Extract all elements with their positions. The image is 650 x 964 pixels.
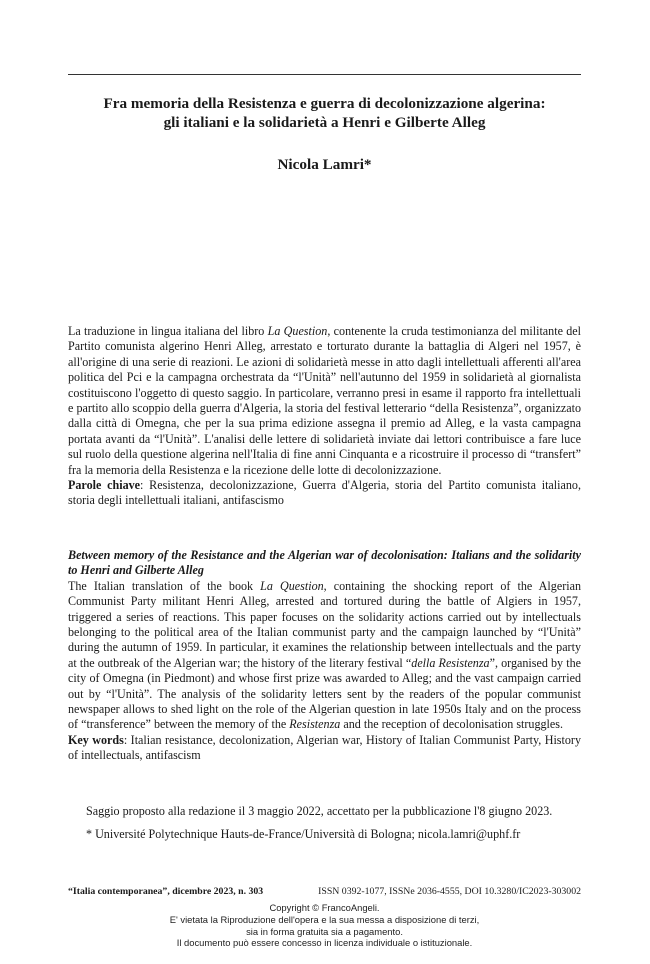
footnotes [68, 804, 581, 843]
abstract-english [68, 548, 581, 764]
abstract-it-body: La traduzione in lingua italiana del libro La Question, contenente la cruda testimonianza del militante del Partito comunista algerino Henri Alleg, arrestato e torturato durante la battaglia di Algeri nel 1957, è all'origine di una serie di reazioni. Le azioni di solidarietà messe in atto dagli intellettuali afferenti all'area politica del Pci e la campagna orchestrata da “l'Unità” nell'autunno del 1959 in solidarietà al giornalista costituiscono l'oggetto di questo saggio. In particolare, verranno presi in esame il rapporto fra intellettuali e partito allo scoppio della guerra d'Algeria, la storia del festival letterario “della Resistenza”, organizzato dalla città di Omegna, che per la sua prima edizione assegna il premio ad Alleg, e la vasta campagna portata avanti da “l'Unità”. L'analisi delle lettere di solidarietà inviate dai lettori contribuisce a fare luce sul ruolo della questione algerina nell'Italia di fine anni Cinquanta e a ricostruire il processo di “transfert” fra la memoria della Resistenza e la ricezione delle lotte di decolonizzazione. [68, 324, 581, 477]
book-title: La Question [267, 324, 328, 338]
article-title [68, 94, 581, 132]
journal-footer [68, 886, 581, 897]
submission-note: Saggio proposto alla redazione il 3 maggio 2022, accettato per la pubblicazione l'8 giugno 2023. [86, 804, 553, 818]
keywords-it: Parole chiave: Resistenza, decolonizzazione, Guerra d'Algeria, storia del Partito comunista italiano, storia degli intellettuali italiani, antifascismo [68, 478, 582, 508]
abstract-italian [68, 324, 581, 509]
copyright-line-2: E' vietata la Riproduzione dell'opera e la sua messa a disposizione di terzi, [169, 913, 480, 925]
copyright-line-4: Il documento può essere concesso in licenza individuale o istituzionale. [176, 937, 473, 949]
book-title: La Question [260, 578, 324, 593]
title-line-2: gli italiani e la solidarietà a Henri e Gilberte Alleg [163, 114, 486, 131]
keywords-label: Parole chiave [68, 478, 141, 493]
keywords-en: Key words: Italian resistance, decolonization, Algerian war, History of Italian Communist Party, History of intellectuals, antifascism [68, 732, 581, 763]
abstract-en-body: The Italian translation of the book La Question, containing the shocking report of the Algerian Communist Party militant Henri Alleg, arrested and tortured during the battle of Algiers in 1957, triggered a series of reactions. This paper focuses on the solidarity actions carried out by intellectuals belonging to the political area of the Italian communist party and the campaign launched by “l'Unità” during the autumn of 1959. In particular, it examines the relationship between intellectuals and the party at the outbreak of the Algerian war; the history of the literary festival “della Resistenza”, organised by the city of Omegna (in Piedmont) and whose first prize was awarded to Alleg; and the vast campaign carried out by “l'Unità”. The analysis of the solidarity letters sent by the readers of the popular communist newspaper allows to shed light on the role of the Algerian question in late 1950s Italy and on the process of “transference” between the memory of the Resistenza and the reception of decolonisation struggles. [68, 578, 581, 732]
title-line-1: Fra memoria della Resistenza e guerra di decolonizzazione algerina: [103, 95, 546, 112]
english-title: Between memory of the Resistance and the Algerian war of decolonisation: Italians and the solidarity to Henri and Gilberte Alleg [68, 548, 581, 578]
journal-identifiers: ISSN 0392-1077, ISSNe 2036-4555, DOI 10.3280/IC2023-303002 [318, 886, 581, 897]
festival-name: della Resistenza [411, 655, 490, 670]
author-name: Nicola Lamri* [277, 156, 372, 173]
copyright-line-3: sia in forma gratuita sia a pagamento. [246, 925, 403, 937]
affiliation-note: * Université Polytechnique Hauts-de-France/Università di Bologna; nicola.lamri@uphf.fr [86, 827, 521, 842]
top-rule [68, 74, 581, 75]
copyright-line-1: Copyright © FrancoAngeli. [269, 902, 380, 913]
keywords-label: Key words [68, 732, 124, 747]
journal-citation: “Italia contemporanea”, dicembre 2023, n. 303 [68, 886, 264, 897]
copyright-notice [68, 902, 581, 949]
resistenza-word: Resistenza [289, 717, 341, 732]
